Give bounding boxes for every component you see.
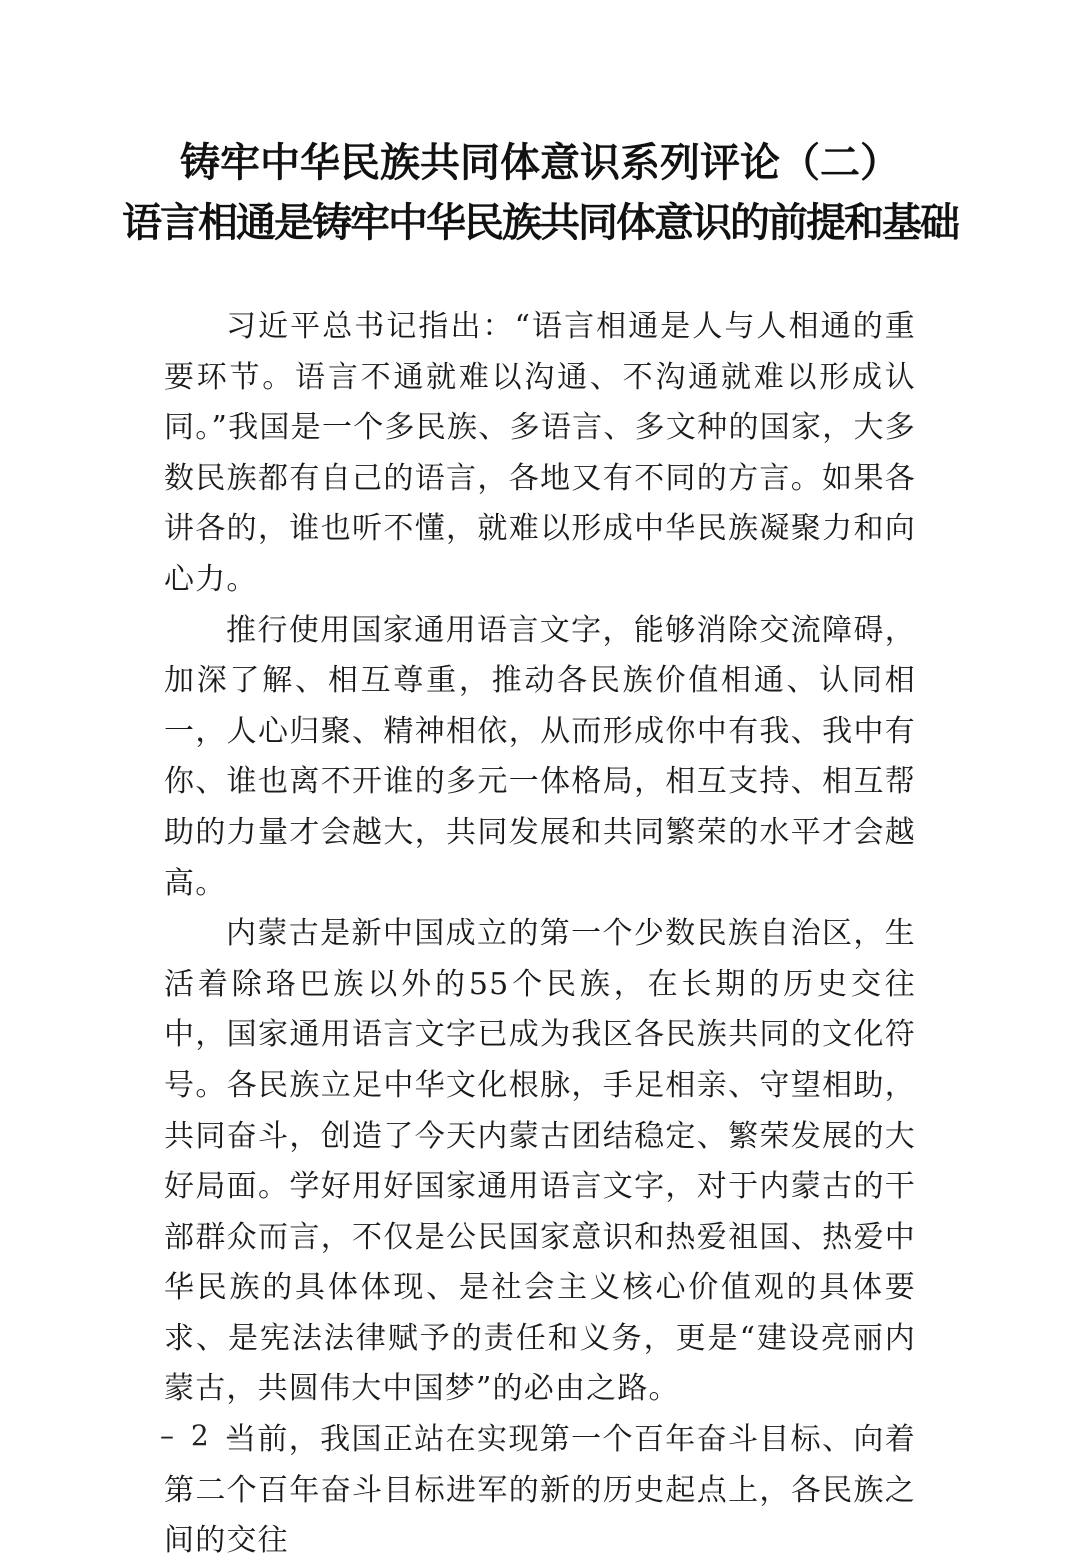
page-number: – 2 – xyxy=(160,1419,244,1452)
body-paragraph: 习近平总书记指出：“语言相通是人与人相通的重要环节。语言不通就难以沟通、不沟通就难以形成认同。”我国是一个多民族、多语言、多文种的国家，大多数民族都有自己的语言，各地又有不同的方言。如果各讲各的，谁也听不懂，就难以形成中华民族凝聚力和向心力。 xyxy=(164,309,916,597)
document-body xyxy=(164,302,916,1567)
document-title: 铸牢中华民族共同体意识系列评论（二） xyxy=(180,140,900,186)
body-paragraph: 内蒙古是新中国成立的第一个少数民族自治区，生活着除珞巴族以外的55个民族，在长期的历史交往中，国家通用语言文字已成为我区各民族共同的文化符号。各民族立足中华文化根脉，手足相亲、守望相助，共同奋斗，创造了今天内蒙古团结稳定、繁荣发展的大好局面。学好用好国家通用语言文字，对于内蒙古的干部群众而言，不仅是公民国家意识和热爱祖国、热爱中华民族的具体体现、是社会主义核心价值观的具体要求、是宪法法律赋予的责任和义务，更是“建设亮丽内蒙古，共圆伟大中国梦”的必由之路。 xyxy=(164,916,916,1407)
body-paragraph: 当前，我国正站在实现第一个百年奋斗目标、向着第二个百年奋斗目标进军的新的历史起点上，各民族之间的交往 xyxy=(164,1422,916,1559)
body-paragraph: 推行使用国家通用语言文字，能够消除交流障碍，加深了解、相互尊重，推动各民族价值相通、认同相一，人心归聚、精神相依，从而形成你中有我、我中有你、谁也离不开谁的多元一体格局，相互支持、相互帮助的力量才会越大，共同发展和共同繁荣的水平才会越高。 xyxy=(164,612,916,901)
document-subtitle: 语言相通是铸牢中华民族共同体意识的前提和基础 xyxy=(122,200,958,246)
